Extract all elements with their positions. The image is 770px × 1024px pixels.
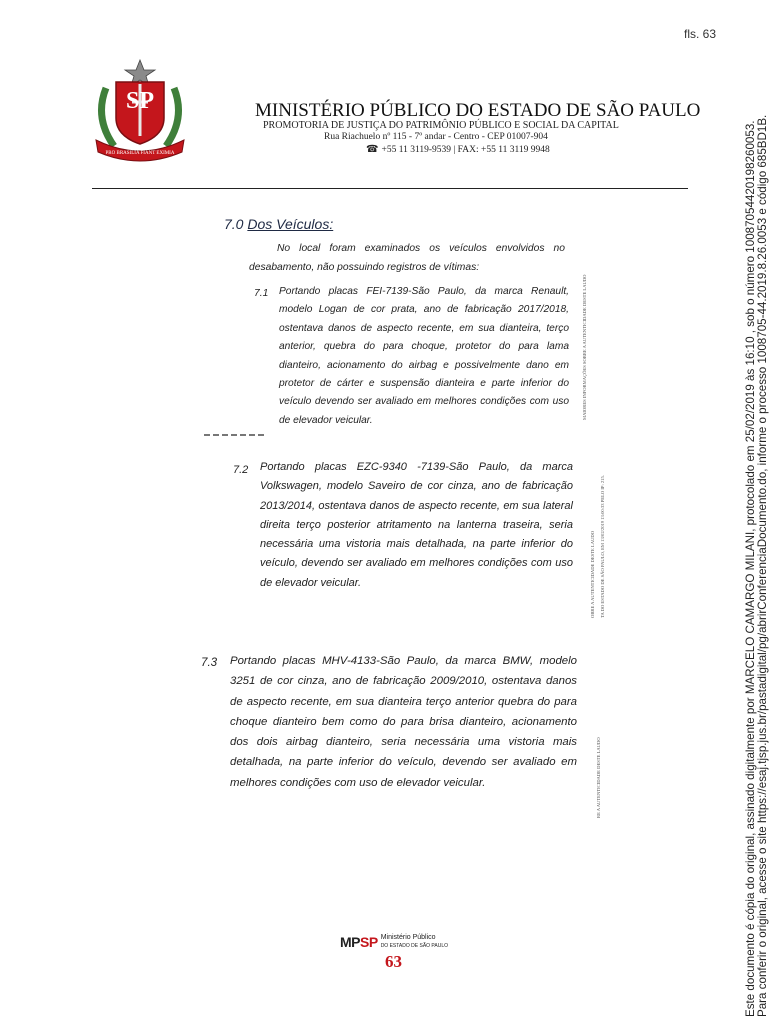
emblem-initials: SP bbox=[125, 88, 155, 114]
emblem-motto: PRO BRASILIA FIANT EXIMIA bbox=[105, 151, 175, 156]
side-note-signature: Este documento é cópia do original, assinado digitalmente por MARCELO CAMARGO MILANI, protocolado em 25/02/2019 às 16:10 , sob o número 10087054420198260053. bbox=[744, 120, 757, 1017]
logo-mp: MP bbox=[340, 934, 360, 950]
logo-org-name: Ministério Público bbox=[380, 934, 436, 941]
phone-icon: ☎ bbox=[366, 144, 379, 155]
item-7-2-number: 7.2 bbox=[233, 464, 249, 476]
margin-stamp-4: RE A AUTENTICIDADE DESTE LAUDO bbox=[596, 737, 601, 818]
header-phone-text: +55 11 3119-9539 | FAX: +55 11 3119 9948 bbox=[381, 145, 550, 155]
margin-stamp-3: TA DO ESTADO DE SÃO PAULO, EM 13/02/2019 13:00:33 PELO IP: 215. bbox=[600, 475, 605, 618]
page-number: 63 bbox=[385, 952, 402, 971]
sao-paulo-coat-of-arms bbox=[92, 58, 188, 166]
header-divider bbox=[92, 188, 688, 189]
section-intro: No local foram examinados os veículos envolvidos no desabamento, não possuindo registros de vítimas: bbox=[249, 243, 565, 273]
item-7-3-text: Portando placas MHV-4133-São Paulo, da marca BMW, modelo 3251 de cor cinza, ano de fabricação 2009/2010, ostentava danos de aspecto recente, em sua dianteira terço anterior quebra do para choque dianteiro bem como do para brisa dianteiro, acionamento dos dois airbag dianteiro, seria necessária uma vistoria mais detalhada, na parte inferior do veículo, devendo ser avaliado em melhores condições com uso de elevador veicular. bbox=[230, 655, 577, 789]
mpsp-logo bbox=[340, 934, 448, 952]
item-7-2-text: Portando placas EZC-9340 -7139-São Paulo, da marca Volkswagen, modelo Saveiro de cor cinza, ano de fabricação 2013/2014, ostentava danos de aspecto recente, em sua lateral direita terço posterior atritamento na lanterna traseira, seria necessária uma vistoria mais detalhada, na parte inferior do veículo, devendo ser avaliado em melhores condições com uso de elevador veicular. bbox=[260, 461, 573, 589]
item-7-1-number: 7.1 bbox=[254, 288, 269, 299]
section-title bbox=[224, 216, 333, 232]
header-phone bbox=[366, 144, 550, 155]
header-subtitle: PROMOTORIA DE JUSTIÇA DO PATRIMÔNIO PÚBLICO E SOCIAL DA CAPITAL bbox=[263, 120, 619, 131]
margin-stamp-1: MAIORES INFORMAÇÕES SOBRE A AUTENTICIDADE DESTE LAUDO bbox=[582, 274, 587, 420]
page-marker: fls. 63 bbox=[683, 27, 716, 41]
side-note-verification: Para conferir o original, acesse o site https://esaj.tjsp.jus.br/pastadigital/pg/abrirConferenciaDocumento.do, informe o processo 1008705-44.2019.8.26.0053 e código 685BD1B. bbox=[756, 114, 769, 1017]
scan-artifact-divider bbox=[204, 434, 264, 436]
margin-stamp-2: OBRE A AUTENTICIDADE DESTE LAUDO bbox=[590, 530, 595, 618]
header-title: MINISTÉRIO PÚBLICO DO ESTADO DE SÃO PAULO bbox=[255, 100, 701, 121]
item-7-1-text: Portando placas FEI-7139-São Paulo, da marca Renault, modelo Logan de cor prata, ano de fabricação 2017/2018, ostentava danos de aspecto recente, em sua dianteira, terço anterior, quebra do para choque, protetor do para lama dianteiro, acionamento do airbag e possivelmente dano em protetor de cárter e suspensão dianteira e parte inferior do veículo devendo ser avaliado em melhores condições com uso de elevador veicular. bbox=[279, 286, 569, 426]
item-7-3-number: 7.3 bbox=[201, 656, 218, 669]
logo-org-sub: DO ESTADO DE SÃO PAULO bbox=[380, 943, 449, 949]
header-address: Rua Riachuelo nº 115 - 7º andar - Centro - CEP 01007-904 bbox=[324, 132, 548, 142]
section-number: 7.0 bbox=[224, 216, 244, 232]
section-title-text: Dos Veículos: bbox=[247, 216, 334, 232]
logo-org bbox=[381, 934, 448, 950]
logo-sp: SP bbox=[360, 934, 378, 950]
